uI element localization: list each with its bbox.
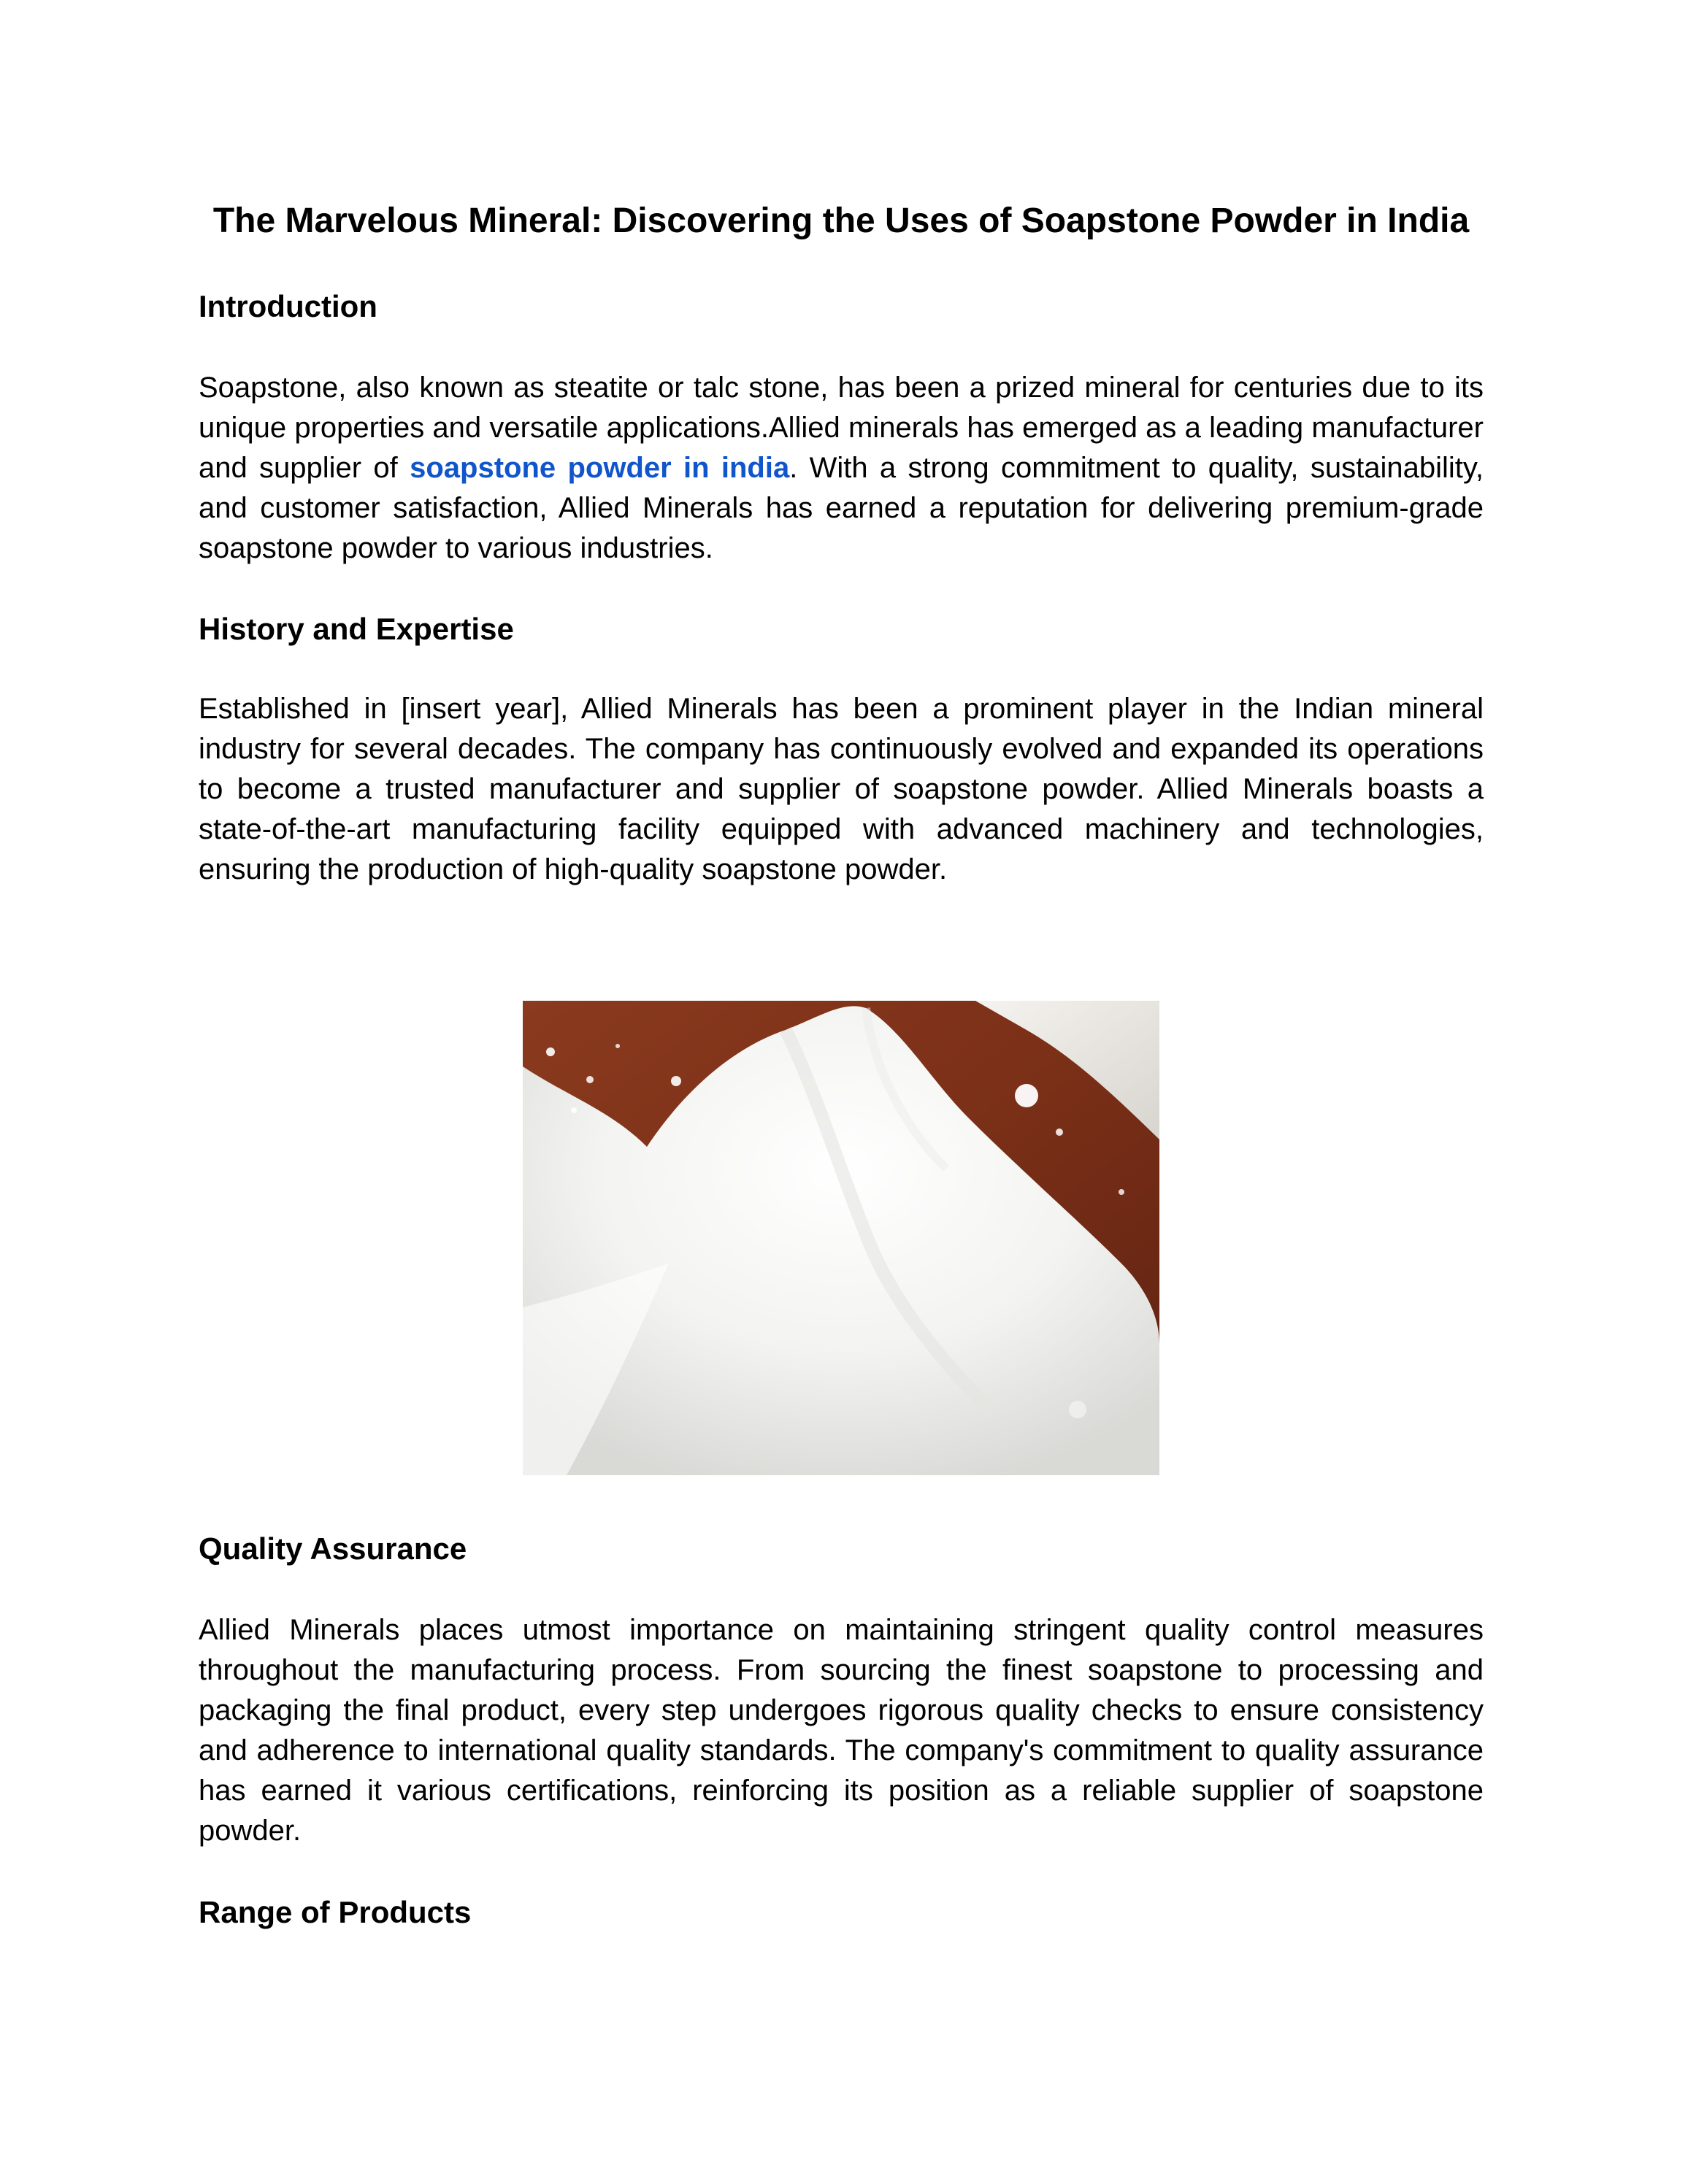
- section-heading-history: History and Expertise: [199, 612, 514, 646]
- introduction-text-after-link: . With a strong commitment to quality, sustainability, and customer satisfaction, Allied Minerals has earned a reputation for delivering premium-grade soapstone powder to various industries.: [199, 452, 1484, 564]
- section-heading-quality: Quality Assurance: [199, 1531, 467, 1566]
- history-paragraph: Established in [insert year], Allied Minerals has been a prominent player in the Indian mineral industry for several decades. The company has continuously evolved and expanded its operations to become a trusted manufacturer and supplier of soapstone powder. Allied Minerals boasts a state-of-the-art manufacturing facility equipped with advanced machinery and technologies, ensuring the production of high-quality soapstone powder.: [199, 693, 1484, 885]
- introduction-paragraph: [199, 368, 1484, 569]
- section-heading-range: Range of Products: [199, 1895, 472, 1929]
- document-title: The Marvelous Mineral: Discovering the Uses of Soapstone Powder in India: [212, 201, 1470, 240]
- document-content-lower: [199, 1529, 1484, 1933]
- soapstone-powder-image: [523, 1001, 1159, 1475]
- document-content: [199, 196, 1484, 890]
- soapstone-powder-link[interactable]: soapstone powder in india: [410, 452, 790, 484]
- introduction-text-before-link: Soapstone, also known as steatite or talc stone, has been a prized mineral for centuries due to its unique properties and versatile applications.Allied minerals has emerged as a leading manufacturer and supplier of: [199, 372, 1484, 484]
- quality-paragraph: Allied Minerals places utmost importance on maintaining stringent quality control measures throughout the manufacturing process. From sourcing the finest soapstone to processing and packaging the final product, every step undergoes rigorous quality checks to ensure consistency and adherence to international quality standards. The company's commitment to quality assurance has earned it various certifications, reinforcing its position as a reliable supplier of soapstone powder.: [199, 1614, 1484, 1847]
- section-heading-introduction: Introduction: [199, 289, 377, 323]
